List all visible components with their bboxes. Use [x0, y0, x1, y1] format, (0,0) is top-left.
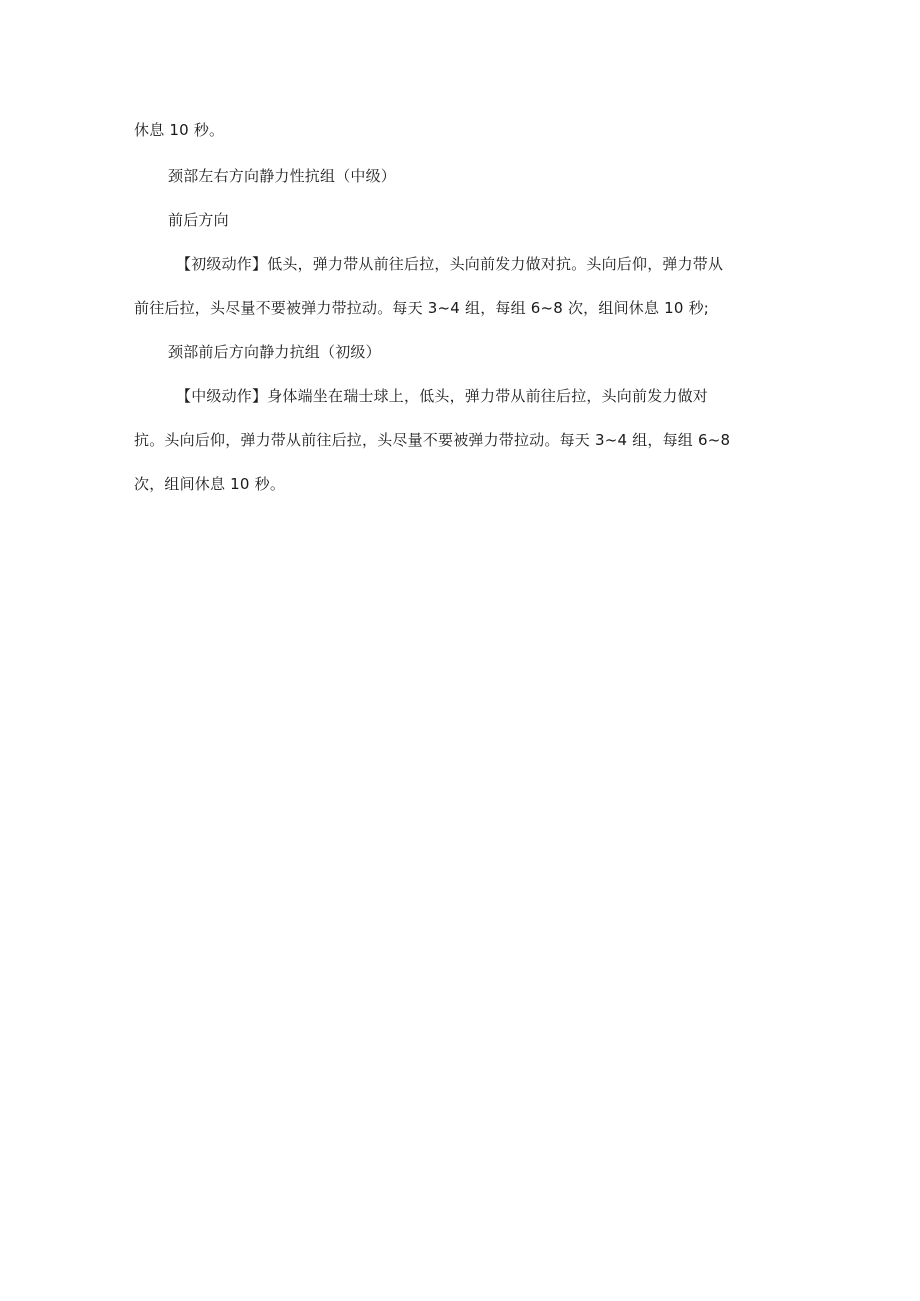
- section-heading-lateral: 颈部左右方向静力性抗组（中级）: [168, 167, 397, 185]
- section-heading-front-back: 前后方向: [168, 211, 229, 229]
- paragraph-beginner-line-1: 【初级动作】低头，弹力带从前往后拉，头向前发力做对抗。头向后仰，弹力带从: [176, 255, 724, 273]
- paragraph-intermediate-line-3: 次，组间休息 10 秒。: [134, 475, 286, 493]
- section-heading-beginner: 颈部前后方向静力抗组（初级）: [168, 343, 381, 361]
- paragraph-line-1: 休息 10 秒。: [134, 121, 225, 139]
- paragraph-intermediate-line-2: 抗。头向后仰，弹力带从前往后拉，头尽量不要被弹力带拉动。每天 3~4 组，每组 6~8: [134, 431, 731, 449]
- paragraph-intermediate-line-1: 【中级动作】身体端坐在瑞士球上，低头，弹力带从前往后拉，头向前发力做对: [176, 387, 709, 405]
- paragraph-beginner-line-2: 前往后拉，头尽量不要被弹力带拉动。每天 3~4 组，每组 6~8 次，组间休息 10 秒;: [134, 299, 710, 317]
